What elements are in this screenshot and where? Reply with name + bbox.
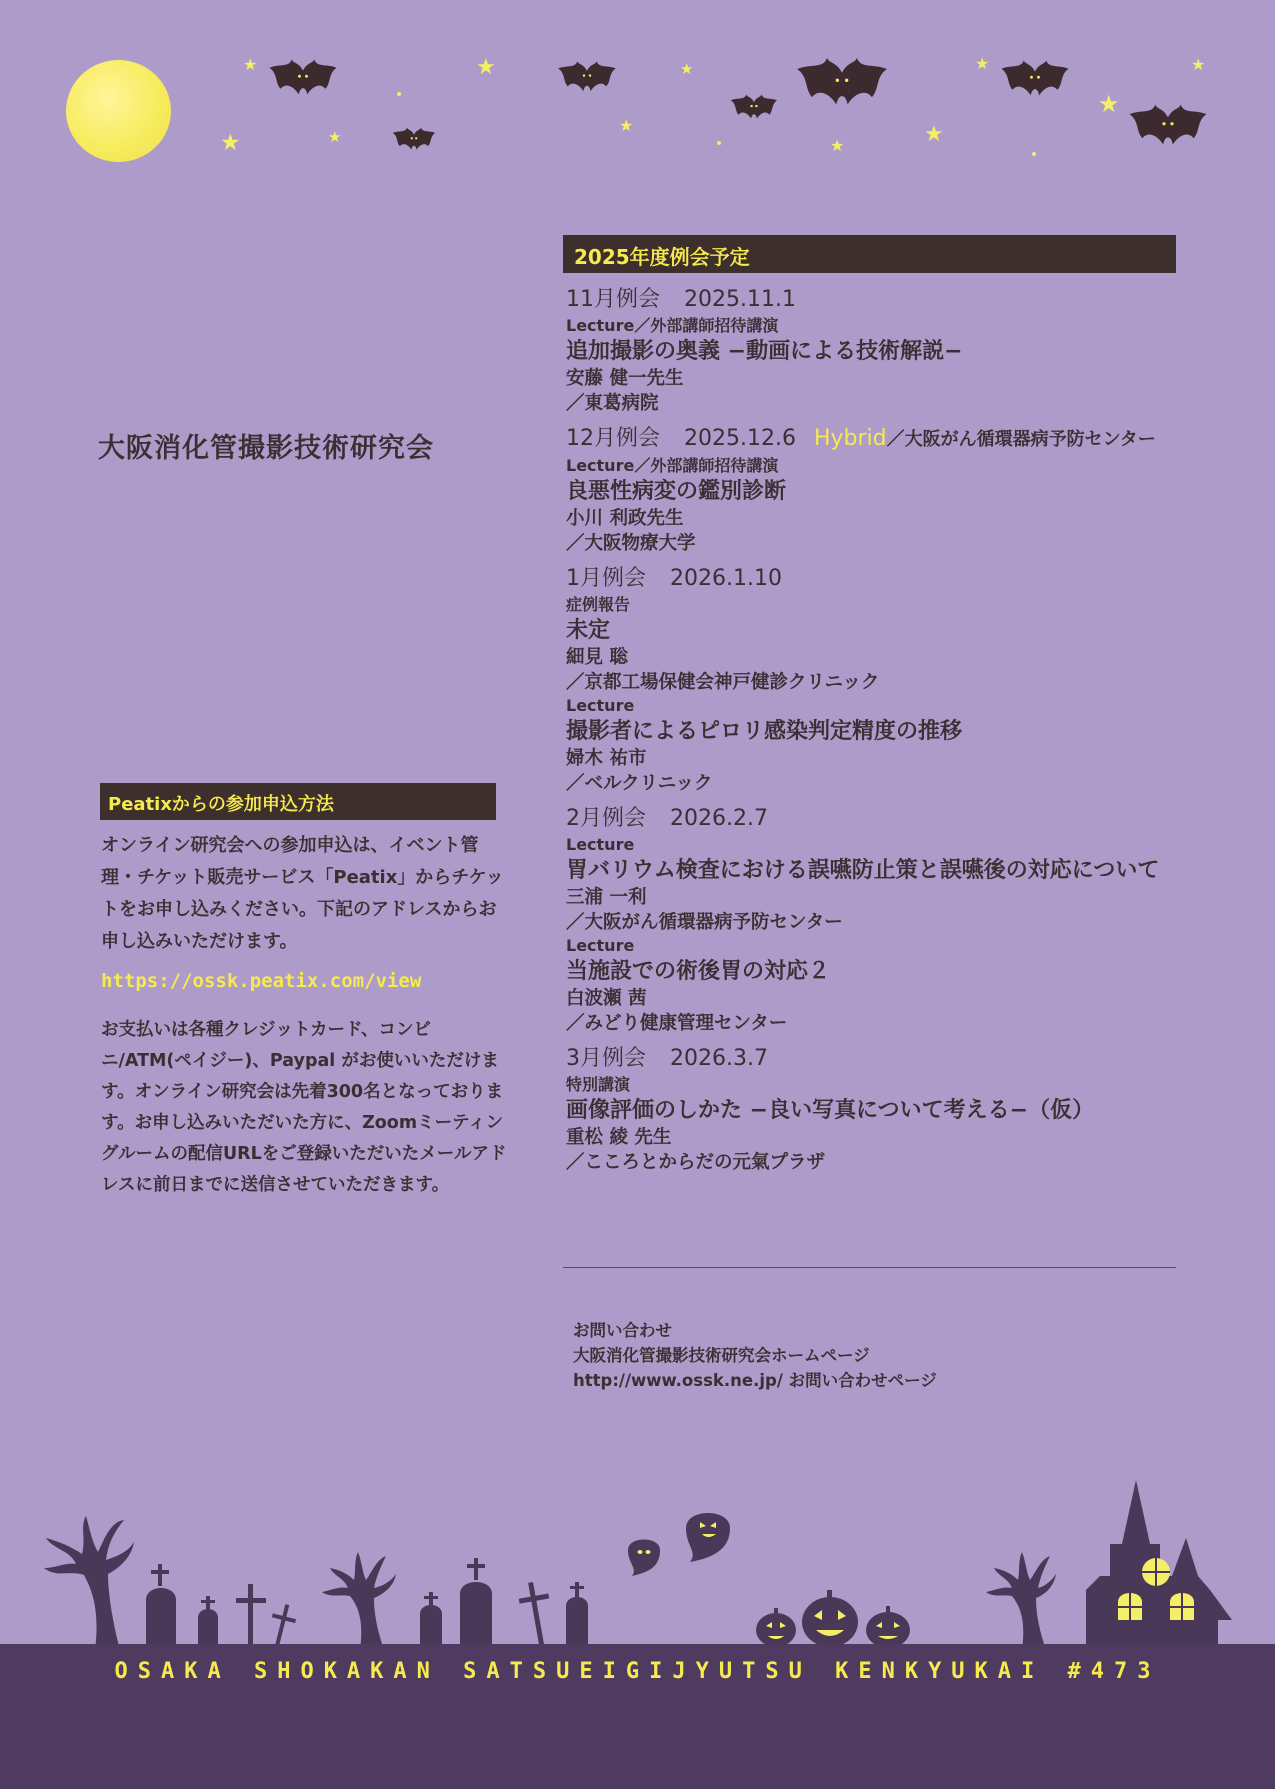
pumpkin-icon — [756, 1590, 910, 1648]
meeting-entry — [566, 804, 1186, 1036]
meeting-date: 2025.12.6 — [684, 426, 796, 451]
meeting-header — [566, 1044, 1186, 1074]
talk-affiliation: ／大阪物療大学 — [566, 533, 696, 554]
star-icon: ★ — [924, 122, 944, 147]
divider — [563, 1267, 1176, 1268]
tree-icon — [986, 1552, 1056, 1650]
spacer — [566, 796, 1186, 804]
talk-speaker: 安藤 健一先生 — [566, 368, 684, 389]
star-icon: ★ — [1098, 90, 1120, 118]
graveyard-scene — [0, 1480, 1275, 1650]
talk-type: Lecture／外部講師招待講演 — [566, 316, 779, 335]
meeting-month: 3月例会 — [566, 1046, 646, 1071]
meeting-header — [566, 804, 1186, 834]
talk-speaker: 婦木 祐市 — [566, 748, 647, 769]
bat-icon — [268, 58, 338, 100]
talk-title: 当施設での術後胃の対応２ — [566, 959, 831, 984]
star-icon: ★ — [1191, 55, 1206, 74]
meeting-month: 2月例会 — [566, 806, 646, 831]
peatix-paragraph: オンライン研究会への参加申込は、イベント管理・チケット販売サービス「Peatix」からチケットをお申し込みください。下記のアドレスからお申し込みいただけます。 — [101, 835, 504, 952]
hybrid-label: Hybrid — [813, 426, 887, 451]
tree-icon — [44, 1516, 134, 1650]
org-title: 大阪消化管撮影技術研究会 — [98, 433, 434, 464]
spacer — [566, 1036, 1186, 1044]
talk-type: Lecture — [566, 696, 635, 715]
meeting-date: 2026.1.10 — [670, 566, 782, 591]
talk-speaker: 細見 聡 — [566, 647, 628, 668]
bat-icon — [1128, 98, 1208, 156]
spacer — [566, 556, 1186, 564]
contact-block — [573, 1318, 937, 1393]
talk-affiliation: ／大阪がん循環器病予防センター — [566, 912, 843, 933]
meeting-entry — [566, 285, 1186, 416]
moon-icon — [66, 60, 171, 162]
spacer — [566, 416, 1186, 424]
meeting-header — [566, 285, 1186, 315]
talk-title: 撮影者によるピロリ感染判定精度の推移 — [566, 719, 963, 744]
haunted-house-icon — [1086, 1480, 1232, 1650]
meeting-date: 2026.3.7 — [670, 1046, 768, 1071]
talk-affiliation: ／東葛病院 — [566, 393, 659, 414]
star-icon: ★ — [619, 116, 634, 135]
meeting-month: 1月例会 — [566, 566, 646, 591]
peatix-link[interactable]: https://ossk.peatix.com/view — [101, 970, 422, 992]
talk-type: 症例報告 — [566, 595, 631, 614]
talk-type: Lecture／外部講師招待講演 — [566, 456, 779, 475]
star-icon: ★ — [476, 55, 496, 80]
talk-title: 未定 — [566, 618, 611, 643]
contact-homepage: 大阪消化管撮影技術研究会ホームページ — [573, 1346, 870, 1365]
star-dot — [397, 92, 401, 96]
bat-icon — [792, 56, 892, 112]
meeting-entry — [566, 564, 1186, 796]
contact-url[interactable]: http://www.ossk.ne.jp/ お問い合わせページ — [573, 1371, 937, 1390]
talk-type: Lecture — [566, 835, 635, 854]
talk-affiliation: ／みどり健康管理センター — [566, 1013, 788, 1034]
star-icon: ★ — [220, 130, 241, 156]
meeting-entry — [566, 424, 1186, 556]
bat-icon — [730, 92, 778, 124]
meeting-entry — [566, 1044, 1186, 1175]
schedule-list — [566, 285, 1186, 1183]
star-icon: ★ — [243, 55, 258, 74]
talk-affiliation: ／こころとからだの元氣プラザ — [566, 1152, 826, 1173]
bat-icon — [555, 60, 619, 96]
footer-text: OSAKA SHOKAKAN SATSUEIGIJYUTSU KENKYUKAI #473 — [114, 1659, 1161, 1684]
talk-type: Lecture — [566, 936, 635, 955]
bat-icon — [392, 124, 436, 156]
talk-title: 胃バリウム検査における誤嚥防止策と誤嚥後の対応について — [566, 858, 1160, 883]
schedule-heading: 2025年度例会予定 — [563, 235, 1176, 273]
star-dot — [717, 141, 721, 145]
meeting-month: 12月例会 — [566, 426, 660, 451]
tree-icon — [322, 1552, 396, 1650]
meeting-header — [566, 424, 1186, 455]
talk-type: 特別講演 — [566, 1075, 631, 1094]
talk-speaker: 重松 綾 先生 — [566, 1127, 672, 1148]
star-icon: ★ — [975, 54, 990, 73]
meeting-header — [566, 564, 1186, 594]
talk-title: 追加撮影の奥義 −動画による技術解説− — [566, 339, 963, 364]
talk-title: 良悪性病変の鑑別診断 — [566, 479, 787, 504]
peatix-heading: Peatixからの参加申込方法 — [100, 783, 496, 820]
talk-affiliation: ／ベルクリニック — [566, 773, 713, 794]
bat-icon — [1000, 58, 1070, 102]
talk-speaker: 白波瀬 茜 — [566, 988, 647, 1009]
talk-speaker: 三浦 一利 — [566, 887, 647, 908]
star-dot — [1032, 152, 1036, 156]
spacer — [566, 1175, 1186, 1183]
star-icon: ★ — [830, 136, 845, 155]
talk-title: 画像評価のしかた −良い写真について考える−（仮） — [566, 1098, 1095, 1123]
star-icon: ★ — [328, 128, 342, 146]
meeting-month: 11月例会 — [566, 287, 660, 312]
meeting-venue: ／大阪がん循環器病予防センター — [886, 429, 1156, 450]
ghost-icon — [628, 1513, 730, 1576]
meeting-date: 2026.2.7 — [670, 806, 768, 831]
talk-speaker: 小川 利政先生 — [566, 508, 684, 529]
talk-affiliation: ／京都工場保健会神戸健診クリニック — [566, 672, 880, 693]
payment-paragraph: お支払いは各種クレジットカード、コンビニ/ATM(ペイジー)、Paypal がお使いいただけます。オンライン研究会は先着300名となっております。お申し込みいただいた方に、Zoomミーティングルームの配信URLをご登録いただいたメールアドレスに前日までに送信させていただきます。 — [101, 1020, 507, 1195]
contact-label: お問い合わせ — [573, 1321, 672, 1340]
star-icon: ★ — [680, 60, 694, 78]
meeting-date: 2025.11.1 — [684, 287, 796, 312]
